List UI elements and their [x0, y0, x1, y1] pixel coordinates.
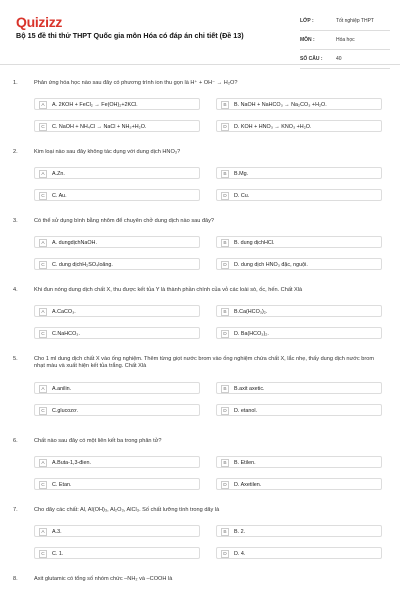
option-letter-box: D — [221, 261, 229, 269]
option-letter-box: C — [39, 407, 47, 415]
answer-option[interactable] — [216, 478, 382, 490]
option-letter-box: B — [221, 385, 229, 393]
question-text: Chất nào sau đây có một liên kết ba trong phân tử? — [34, 438, 162, 444]
option-text: A.3. — [52, 528, 62, 535]
option-letter-box: C — [39, 192, 47, 200]
answer-option[interactable] — [216, 189, 382, 201]
option-letter-box: B — [221, 239, 229, 247]
option-letter-box: D — [221, 550, 229, 558]
option-letter-box: B — [221, 170, 229, 178]
option-text: D. Cu. — [234, 192, 250, 199]
answer-option[interactable] — [34, 382, 200, 394]
option-text: B. NaOH + NaHCO₃ → Na₂CO₃ +H₂O. — [234, 101, 327, 108]
page-title: Bộ 15 đề thi thử THPT Quốc gia môn Hóa có đáp án chi tiết (Đề 13) — [16, 31, 244, 40]
answer-option[interactable] — [216, 236, 382, 248]
option-text: D. Ba(HCO₃)₂. — [234, 330, 269, 337]
option-letter-box: A — [39, 170, 47, 178]
option-letter-box: B — [221, 101, 229, 109]
option-text: B.Ca(HCO₃)₂. — [234, 308, 268, 315]
option-text: C.NaHCO₃. — [52, 330, 80, 337]
answer-option[interactable] — [34, 525, 200, 537]
option-text: A. dungdịchNaOH. — [52, 239, 97, 246]
option-text: A.Zn. — [52, 170, 65, 177]
option-letter-box: C — [39, 481, 47, 489]
option-text: A.Buta-1,3-đien. — [52, 459, 91, 466]
meta-value: Hóa học — [336, 37, 355, 43]
option-letter-box: D — [221, 123, 229, 131]
meta-label: LỚP : — [300, 18, 314, 24]
answer-option[interactable] — [216, 305, 382, 317]
option-text: C.glucozơ. — [52, 407, 79, 414]
answer-option[interactable] — [216, 404, 382, 416]
meta-value: Tốt nghiệp THPT — [336, 18, 374, 24]
option-text: C. NaOH + NH₄Cl → NaCl + NH₃+H₂O. — [52, 123, 147, 130]
answer-option[interactable] — [34, 236, 200, 248]
option-text: D. etanol. — [234, 407, 258, 414]
meta-label: SỐ CÂU : — [300, 56, 323, 62]
option-letter-box: D — [221, 481, 229, 489]
option-letter-box: A — [39, 459, 47, 467]
option-letter-box: D — [221, 192, 229, 200]
question-text: Phản ứng hóa học nào sau đây có phương trình ion thu gọn là H⁺ + OH⁻ → H₂O? — [34, 80, 238, 86]
answer-option[interactable] — [216, 456, 382, 468]
option-text: D. dung dịch HNO₃ đặc, nguội. — [234, 261, 308, 268]
answer-option[interactable] — [34, 189, 200, 201]
answer-option[interactable] — [216, 258, 382, 270]
answer-option[interactable] — [34, 327, 200, 339]
option-text: C. Etan. — [52, 481, 72, 488]
option-text: B. Etilen. — [234, 459, 256, 466]
meta-row-subject — [300, 31, 390, 50]
answer-option[interactable] — [216, 525, 382, 537]
answer-option[interactable] — [34, 258, 200, 270]
meta-row-class — [300, 12, 390, 31]
option-text: B. dung dịchHCl. — [234, 239, 275, 246]
question-number: 6. — [13, 438, 18, 444]
option-text: C. Au. — [52, 192, 67, 199]
option-letter-box: A — [39, 101, 47, 109]
meta-table — [300, 12, 390, 69]
question-number: 5. — [13, 356, 18, 362]
answer-option[interactable] — [34, 98, 200, 110]
option-letter-box: A — [39, 528, 47, 536]
question-text: Cho 1 ml dung dịch chất X vào ống nghiệm. Thêm từng giọt nước brom vào ống nghiệm chứa chất X, lắc nhẹ, thấy dung dịch nước brom nhạt màu và xuất hiện kết tủa trắng. Chất Xlà — [34, 356, 375, 370]
header-divider — [0, 64, 400, 65]
option-text: B.Mg. — [234, 170, 249, 177]
option-text: C. 1. — [52, 550, 64, 557]
option-letter-box: C — [39, 123, 47, 131]
option-letter-box: C — [39, 550, 47, 558]
answer-option[interactable] — [34, 305, 200, 317]
question-number: 8. — [13, 576, 18, 582]
answer-option[interactable] — [34, 547, 200, 559]
option-letter-box: B — [221, 459, 229, 467]
question-number: 7. — [13, 507, 18, 513]
meta-label: MÔN : — [300, 37, 315, 43]
option-letter-box: A — [39, 385, 47, 393]
answer-option[interactable] — [216, 327, 382, 339]
option-letter-box: A — [39, 308, 47, 316]
option-text: D. KOH + HNO₃ → KNO₃ +H₂O. — [234, 123, 312, 130]
option-letter-box: B — [221, 308, 229, 316]
answer-option[interactable] — [216, 98, 382, 110]
question-number: 3. — [13, 218, 18, 224]
meta-value: 40 — [336, 56, 342, 62]
option-text: D. 4. — [234, 550, 246, 557]
question-number: 2. — [13, 149, 18, 155]
answer-option[interactable] — [34, 120, 200, 132]
answer-option[interactable] — [34, 167, 200, 179]
option-text: A. 2KOH + FeCl₂ → Fe(OH)₂+2KCl. — [52, 101, 138, 108]
option-letter-box: D — [221, 330, 229, 338]
option-text: A.CaCO₃. — [52, 308, 76, 315]
answer-option[interactable] — [216, 547, 382, 559]
option-text: A.anilin. — [52, 385, 72, 392]
question-number: 4. — [13, 287, 18, 293]
option-letter-box: C — [39, 330, 47, 338]
question-text: Cho dãy các chất: Al, Al(OH)₃, Al₂O₃, AlCl₃. Số chất lưỡng tính trong dãy là — [34, 507, 220, 513]
question-text: Kim loại nào sau đây không tác dụng với dung dịch HNO₃? — [34, 149, 181, 155]
question-text: Axit glutamic có tổng số nhóm chức –NH₂ và –COOH là — [34, 576, 173, 582]
question-text: Có thể sử dụng bình bằng nhôm để chuyên chở dung dịch nào sau đây? — [34, 218, 215, 224]
question-text: Khi đun nóng dung dịch chất X, thu được kết tủa Y là thành phần chính của vỏ các loài sò, ốc, hến. Chất Xlà — [34, 287, 303, 293]
option-text: C. dung dịchH₂SO₄loãng. — [52, 261, 113, 268]
option-text: D. Axetilen. — [234, 481, 262, 488]
option-letter-box: C — [39, 261, 47, 269]
answer-option[interactable] — [34, 404, 200, 416]
option-letter-box: D — [221, 407, 229, 415]
answer-option[interactable] — [216, 382, 382, 394]
answer-option[interactable] — [216, 120, 382, 132]
option-letter-box: A — [39, 239, 47, 247]
option-text: B. 2. — [234, 528, 246, 535]
answer-option[interactable] — [34, 478, 200, 490]
question-number: 1. — [13, 80, 18, 86]
quizizz-logo: Quizizz — [16, 14, 63, 30]
answer-option[interactable] — [34, 456, 200, 468]
option-letter-box: B — [221, 528, 229, 536]
option-text: B.axit axetic. — [234, 385, 265, 392]
answer-option[interactable] — [216, 167, 382, 179]
meta-row-count — [300, 50, 390, 69]
